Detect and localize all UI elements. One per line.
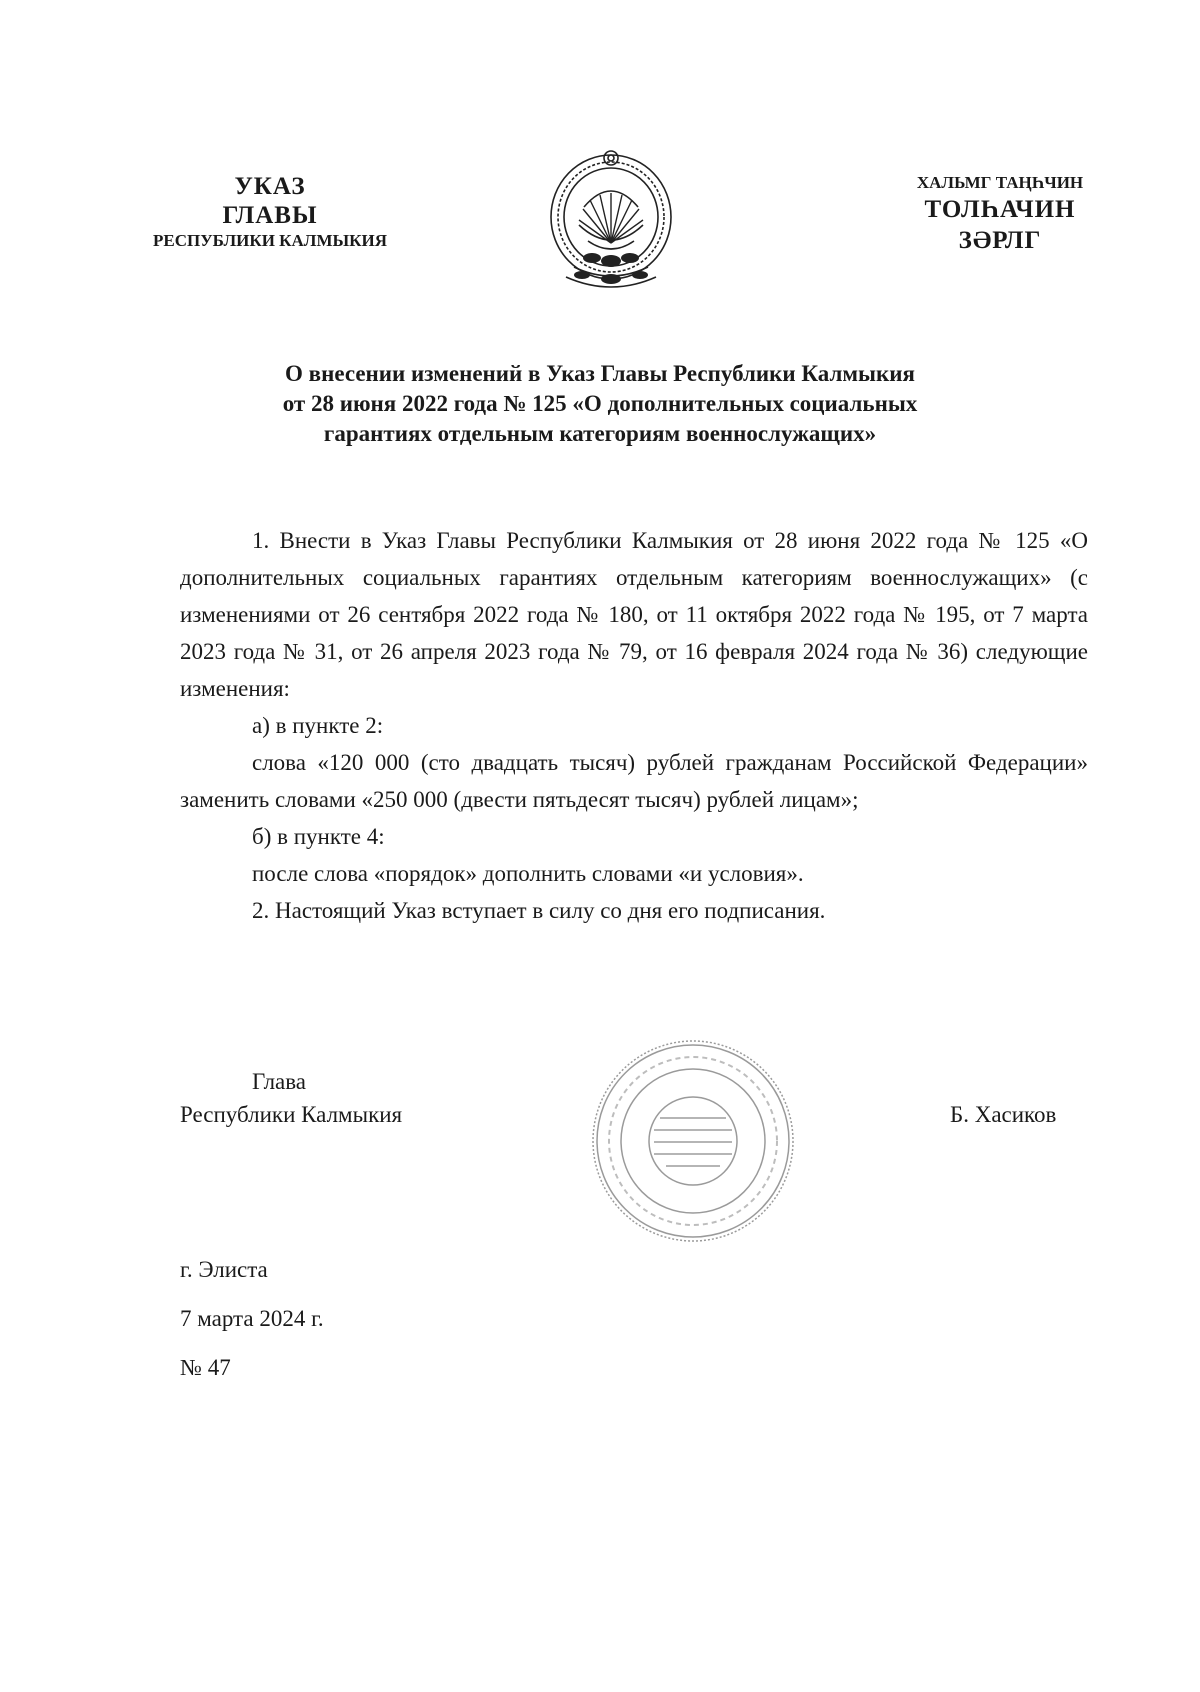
body-paragraph-4: б) в пункте 4:: [252, 824, 385, 849]
title-line1: О внесении изменений в Указ Главы Республики Калмыкия: [285, 361, 915, 386]
body-paragraph-5: после слова «порядок» дополнить словами «и условия».: [252, 861, 804, 886]
header-left-line2: ГЛАВЫ: [222, 202, 318, 229]
document-title: [150, 359, 1050, 449]
body-paragraph-3: слова «120 000 (сто двадцать тысяч) рублей гражданам Российской Федерации» заменить словами «250 000 (двести пятьдесят тысяч) рублей лицам»;: [180, 750, 1088, 812]
signatory-name: Б. Хасиков: [950, 1102, 1057, 1127]
body-paragraph-2: а) в пункте 2:: [252, 713, 384, 738]
document-date: 7 марта 2024 г.: [180, 1306, 324, 1331]
signatory-position-line2: Республики Калмыкия: [180, 1102, 403, 1127]
title-line2: от 28 июня 2022 года № 125 «О дополнительных социальных: [282, 391, 918, 416]
document-body: [180, 522, 1088, 929]
title-line3: гарантиях отдельным категориям военнослужащих»: [323, 421, 877, 446]
official-seal-icon: [588, 1036, 798, 1246]
header-right-line1: ХАЛЬМГ ТАҢҺЧИН: [916, 173, 1084, 192]
document-footer: [180, 1256, 324, 1403]
kalmykia-coat-of-arms-icon: [544, 145, 678, 295]
document-number: № 47: [180, 1355, 231, 1380]
header-left-line1: УКАЗ: [234, 173, 306, 200]
header-left-line3: РЕСПУБЛИКИ КАЛМЫКИЯ: [152, 231, 388, 250]
header-left: [100, 172, 440, 252]
header-right-line3: ЗӘРЛГ: [958, 227, 1042, 254]
header-right-line2: ТОЛҺАЧИН: [924, 196, 1076, 223]
document-city: г. Элиста: [180, 1257, 268, 1282]
signatory-position-line1: Глава: [252, 1069, 307, 1094]
body-paragraph-6: 2. Настоящий Указ вступает в силу со дня его подписания.: [252, 898, 826, 923]
signatory-position: [180, 1065, 402, 1131]
header-right: [870, 172, 1130, 256]
body-paragraph-1: 1. Внести в Указ Главы Республики Калмыкия от 28 июня 2022 года № 125 «О дополнительных социальных гарантиях отдельным категориям военнослужащих» (с изменениями от 26 сентября 2022 года № 180, от 11 октября 2022 года № 195, от 7 марта 2023 года № 31, от 26 апреля 2023 года № 79, от 16 февраля 2024 года № 36) следующие изменения:: [180, 528, 1088, 701]
